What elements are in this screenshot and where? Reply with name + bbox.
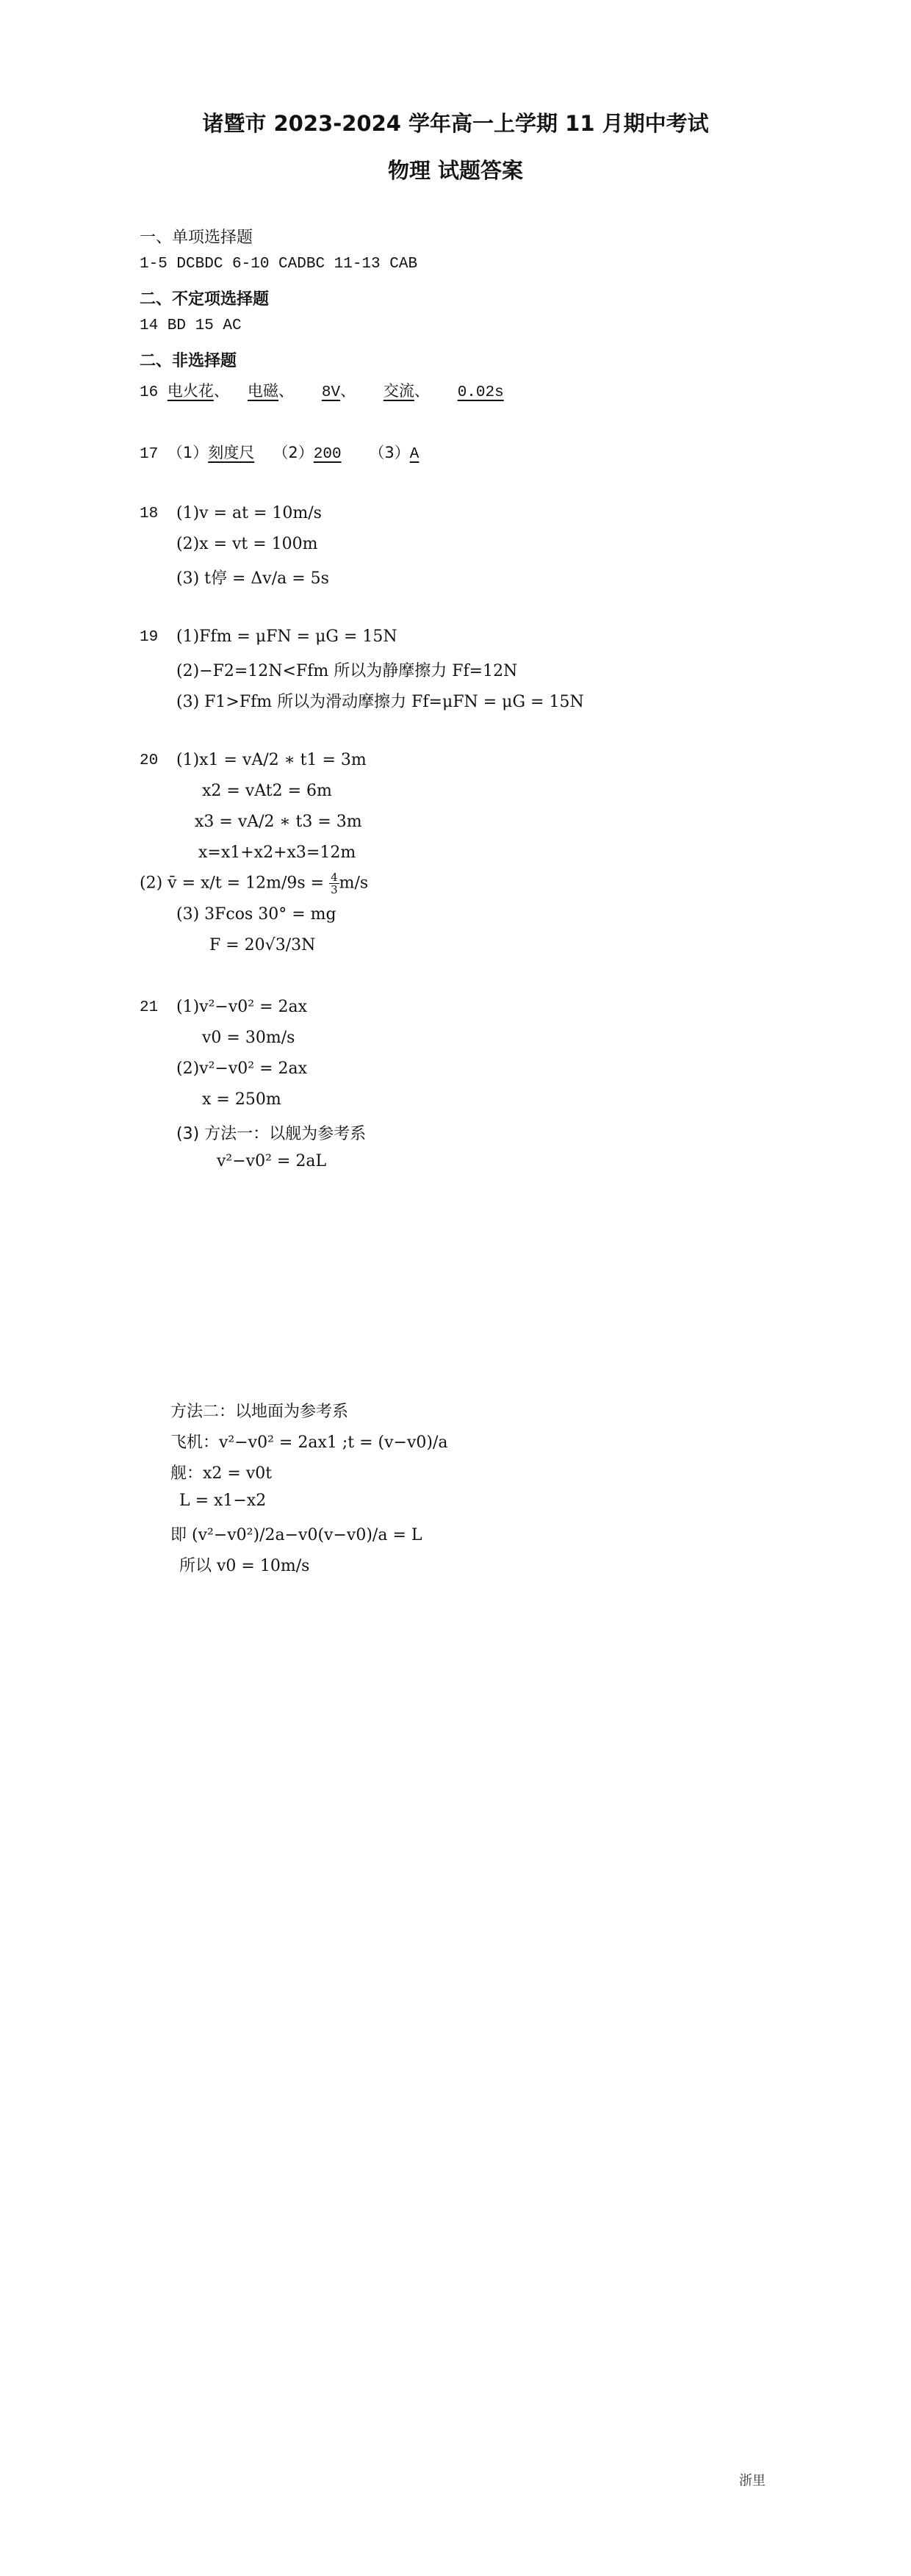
q20-line-2: x2 = vAt2 = 6m: [202, 782, 332, 800]
q20-line-4: x=x1+x2+x3=12m: [198, 843, 356, 862]
q21-method-2-line-3: L = x1−x2: [179, 1492, 267, 1510]
q17-part-2: （2）: [273, 444, 314, 461]
q21-method-2-line-1: 飞机：v²−v0² = 2ax1 ;t = (v−v0)/a: [170, 1433, 448, 1452]
section-heading-single-choice: 一、单项选择题: [140, 229, 253, 247]
q19-line-2: (2)−F2=12N<Ffm 所以为静摩擦力 Ff=12N: [176, 662, 518, 680]
single-choice-answers: 1-5 DCBDC 6-10 CADBC 11-13 CAB: [140, 256, 418, 273]
question-number: 17: [140, 446, 159, 463]
q16-answer-3: 8V: [321, 384, 341, 401]
q21-method-2-line-4: 即 (v²−v0²)/2a−v0(v−v0)/a = L: [170, 1526, 422, 1544]
q20-line-1: (1)x1 = vA/2 ∗ t1 = 3m: [176, 751, 367, 769]
question-number: 16: [140, 384, 159, 401]
q17-part-1: （1）: [167, 444, 209, 461]
q18-line-1: (1)v = at = 10m/s: [176, 504, 322, 522]
separator: 、: [213, 382, 229, 400]
multi-choice-answers: 14 BD 15 AC: [140, 317, 242, 334]
q18-line-3: (3) t停 = Δv/a = 5s: [176, 569, 329, 588]
q21-method-2-heading: 方法二：以地面为参考系: [170, 1403, 349, 1421]
q19-line-1: (1)Ffm = μFN = μG = 15N: [176, 627, 397, 646]
q17-row: [140, 441, 419, 463]
q16-row: [140, 379, 504, 401]
q21-line-3: (2)v²−v0² = 2ax: [176, 1059, 308, 1078]
q21-number: 21: [140, 999, 159, 1016]
q21-line-1: (1)v²−v0² = 2ax: [176, 998, 308, 1016]
footer-mark: 浙里: [739, 2473, 766, 2489]
q21-line-4: x = 250m: [202, 1090, 281, 1109]
q21-method-2-line-5: 所以 v0 = 10m/s: [179, 1557, 310, 1575]
q21-line-6: v²−v0² = 2aL: [217, 1152, 327, 1170]
q16-answer-4: 交流: [383, 382, 414, 400]
q21-line-2: v0 = 30m/s: [202, 1029, 295, 1047]
page-subtitle: 物理 试题答案: [387, 158, 524, 183]
q20-line-5: [140, 871, 368, 896]
q20-line-7: F = 20√3/3N: [209, 936, 316, 954]
q18-line-2: (2)x = vt = 100m: [176, 535, 318, 553]
q20-number: 20: [140, 752, 159, 769]
separator: 、: [414, 382, 430, 400]
q19-number: 19: [140, 629, 159, 646]
q20-unit: m/s: [339, 874, 369, 893]
section-heading-multi-choice: 二、不定项选择题: [140, 290, 270, 309]
page-title: 诸暨市 2023-2024 学年高一上学期 11 月期中考试: [202, 111, 709, 136]
separator: 、: [340, 382, 356, 400]
section-heading-non-choice: 二、非选择题: [140, 352, 237, 370]
q20-line-3: x3 = vA/2 ∗ t3 = 3m: [195, 813, 362, 831]
q21-method-2-line-2: 舰：x2 = v0t: [170, 1464, 273, 1483]
q20-line-6: (3) 3Fcos 30° = mg: [176, 905, 336, 924]
fraction: [329, 871, 339, 896]
q18-number: 18: [140, 506, 159, 522]
q16-answer-5: 0.02s: [457, 384, 504, 401]
q17-answer-2: 200: [313, 446, 342, 463]
q21-method-1-heading: (3) 方法一：以舰为参考系: [176, 1125, 367, 1143]
q17-answer-3: A: [409, 446, 420, 463]
q16-answer-2: 电磁: [248, 382, 279, 400]
q20-average-velocity: (2) v̄ = x/t = 12m/9s =: [140, 874, 330, 893]
q19-line-3: (3) F1>Ffm 所以为滑动摩擦力 Ff=μFN = μG = 15N: [176, 693, 584, 711]
fraction-denominator: 3: [331, 883, 338, 896]
separator: 、: [278, 382, 295, 400]
q16-answer-1: 电火花: [167, 382, 214, 400]
q17-part-3: （3）: [369, 444, 410, 461]
fraction-numerator: 4: [331, 871, 338, 884]
q17-answer-1: 刻度尺: [208, 444, 255, 461]
